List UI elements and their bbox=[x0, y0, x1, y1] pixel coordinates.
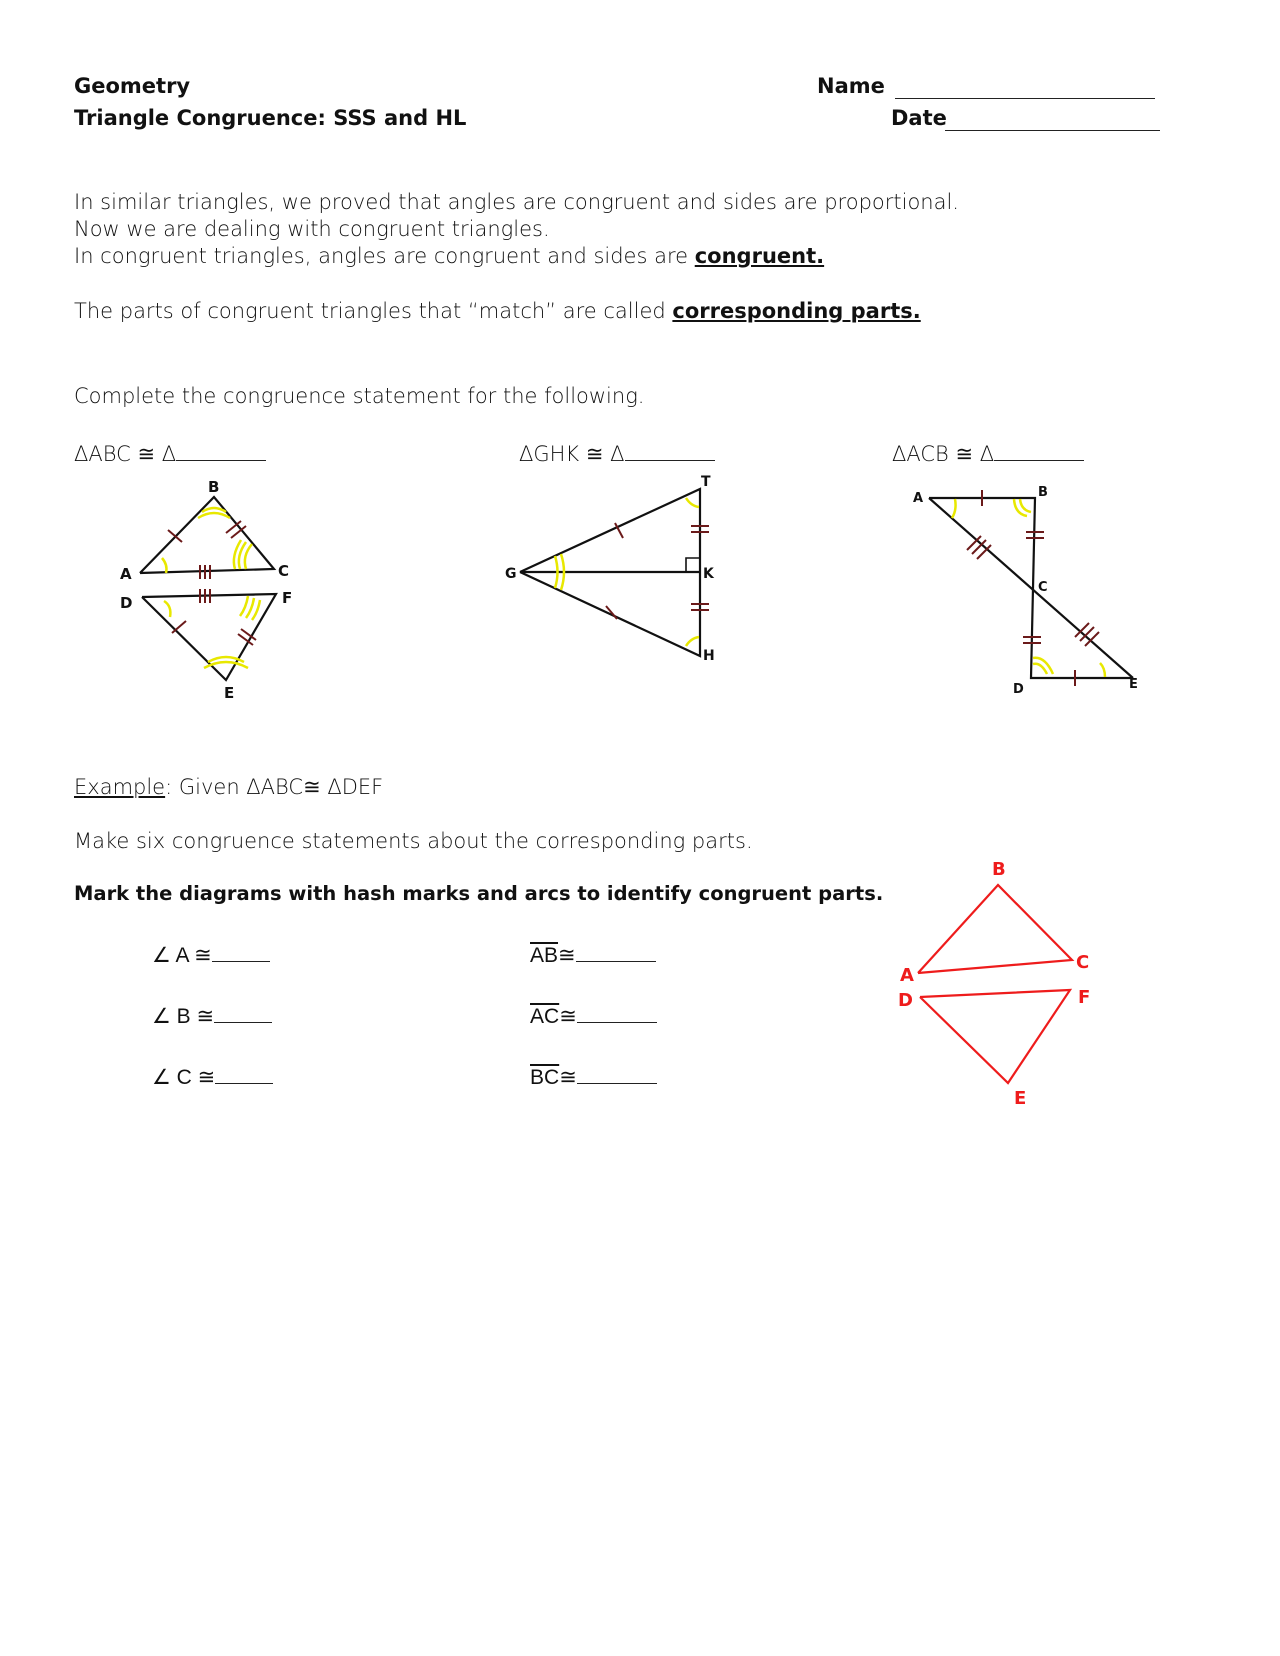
intro-line-3 bbox=[74, 244, 824, 268]
side-ab-statement bbox=[530, 941, 656, 968]
problem-2-answer[interactable] bbox=[625, 440, 715, 461]
task1-instruction: Complete the congruence statement for the following. bbox=[74, 384, 645, 408]
problem-3 bbox=[892, 440, 1084, 466]
angle-b-label: ∠ B ≅ bbox=[152, 1005, 215, 1028]
name-field[interactable] bbox=[895, 78, 1155, 103]
intro-line-4 bbox=[74, 299, 921, 323]
fig3-label-a: A bbox=[913, 491, 924, 506]
tick-marks bbox=[168, 521, 256, 645]
fig4-label-d: D bbox=[898, 990, 913, 1011]
topic-title: Triangle Congruence: SSS and HL bbox=[74, 106, 467, 130]
fig4-label-e: E bbox=[1014, 1088, 1027, 1109]
problem-1-answer[interactable] bbox=[176, 440, 266, 461]
triangle-def-red bbox=[920, 990, 1070, 1083]
mark-instruction: Mark the diagrams with hash marks and arcs to identify congruent parts. bbox=[74, 882, 884, 905]
intro-line-1: In similar triangles, we proved that angles are congruent and sides are proportional. bbox=[74, 190, 959, 214]
problem-3-statement: ΔACB ≅ Δ bbox=[892, 442, 995, 466]
intro-emph-corresponding: corresponding parts. bbox=[672, 299, 921, 323]
fig1-label-e: E bbox=[224, 684, 235, 702]
fig2-label-h: H bbox=[703, 648, 715, 664]
angle-arcs bbox=[952, 499, 1105, 677]
fig1-label-c: C bbox=[278, 562, 290, 580]
fig1-label-d: D bbox=[120, 594, 133, 612]
angle-a-statement bbox=[152, 941, 270, 968]
example-figure bbox=[880, 850, 1110, 1110]
fig2-label-t: T bbox=[701, 474, 711, 490]
side-ab-answer[interactable] bbox=[576, 941, 656, 962]
fig3-label-d: D bbox=[1013, 682, 1024, 697]
date-field[interactable] bbox=[945, 110, 1160, 135]
course-title: Geometry bbox=[74, 74, 191, 98]
side-ac-answer[interactable] bbox=[577, 1002, 657, 1023]
example-heading bbox=[74, 775, 383, 799]
angle-c-label: ∠ C ≅ bbox=[152, 1066, 216, 1089]
intro-line-2: Now we are dealing with congruent triangles. bbox=[74, 217, 550, 241]
triangle-def bbox=[142, 594, 276, 680]
fig1-label-a: A bbox=[120, 565, 132, 583]
fig4-label-b: B bbox=[992, 859, 1006, 880]
angle-a-answer[interactable] bbox=[212, 941, 270, 962]
fig3-label-c: C bbox=[1038, 580, 1048, 595]
figure-3-diagram bbox=[895, 478, 1138, 698]
side-ab-cong: ≅ bbox=[558, 944, 576, 967]
problem-2 bbox=[519, 440, 715, 466]
intro-line-4-text: The parts of congruent triangles that “match” are called bbox=[74, 299, 673, 323]
example-label: Example bbox=[74, 775, 166, 799]
figure-1-diagram bbox=[110, 470, 310, 700]
intro-emph-congruent: congruent. bbox=[694, 244, 825, 268]
fig3-label-e: E bbox=[1129, 677, 1138, 692]
angle-c-statement bbox=[152, 1063, 273, 1090]
date-label: Date bbox=[891, 106, 947, 130]
example-given: : Given ΔABC≅ ΔDEF bbox=[165, 775, 384, 799]
angle-a-label: ∠ A ≅ bbox=[152, 944, 212, 967]
side-bc-cong: ≅ bbox=[559, 1066, 577, 1089]
angle-b-answer[interactable] bbox=[214, 1002, 272, 1023]
intro-line-3-text: In congruent triangles, angles are congruent and sides are bbox=[74, 244, 695, 268]
fig3-label-b: B bbox=[1038, 485, 1048, 500]
side-bc-label: $\overline{BC}$ bbox=[530, 1066, 560, 1089]
problem-1 bbox=[74, 440, 266, 466]
fig4-label-f: F bbox=[1078, 987, 1091, 1008]
angle-c-answer[interactable] bbox=[215, 1063, 273, 1084]
fig4-label-a: A bbox=[900, 965, 914, 986]
side-ac-label: $\overline{AC}$ bbox=[530, 1005, 560, 1028]
angle-arcs bbox=[162, 508, 260, 668]
angle-b-statement bbox=[152, 1002, 272, 1029]
side-ab-label: $\overline{AB}$ bbox=[530, 944, 559, 967]
side-ac-cong: ≅ bbox=[559, 1005, 577, 1028]
side-bc-statement bbox=[530, 1063, 657, 1090]
problem-1-statement: ΔABC ≅ Δ bbox=[74, 442, 177, 466]
side-ac-statement bbox=[530, 1002, 657, 1029]
problem-3-answer[interactable] bbox=[994, 440, 1084, 461]
fig4-label-c: C bbox=[1076, 952, 1090, 973]
side-bc-answer[interactable] bbox=[577, 1063, 657, 1084]
name-label: Name bbox=[817, 74, 885, 98]
fig1-label-f: F bbox=[282, 589, 293, 607]
fig2-label-k: K bbox=[703, 566, 714, 582]
example-instruction: Make six congruence statements about the corresponding parts. bbox=[74, 829, 753, 853]
fig2-label-g: G bbox=[505, 566, 517, 582]
problem-2-statement: ΔGHK ≅ Δ bbox=[519, 442, 625, 466]
figure-2-diagram bbox=[505, 474, 735, 674]
triangle-abc-red bbox=[918, 885, 1072, 973]
fig1-label-b: B bbox=[208, 478, 220, 496]
